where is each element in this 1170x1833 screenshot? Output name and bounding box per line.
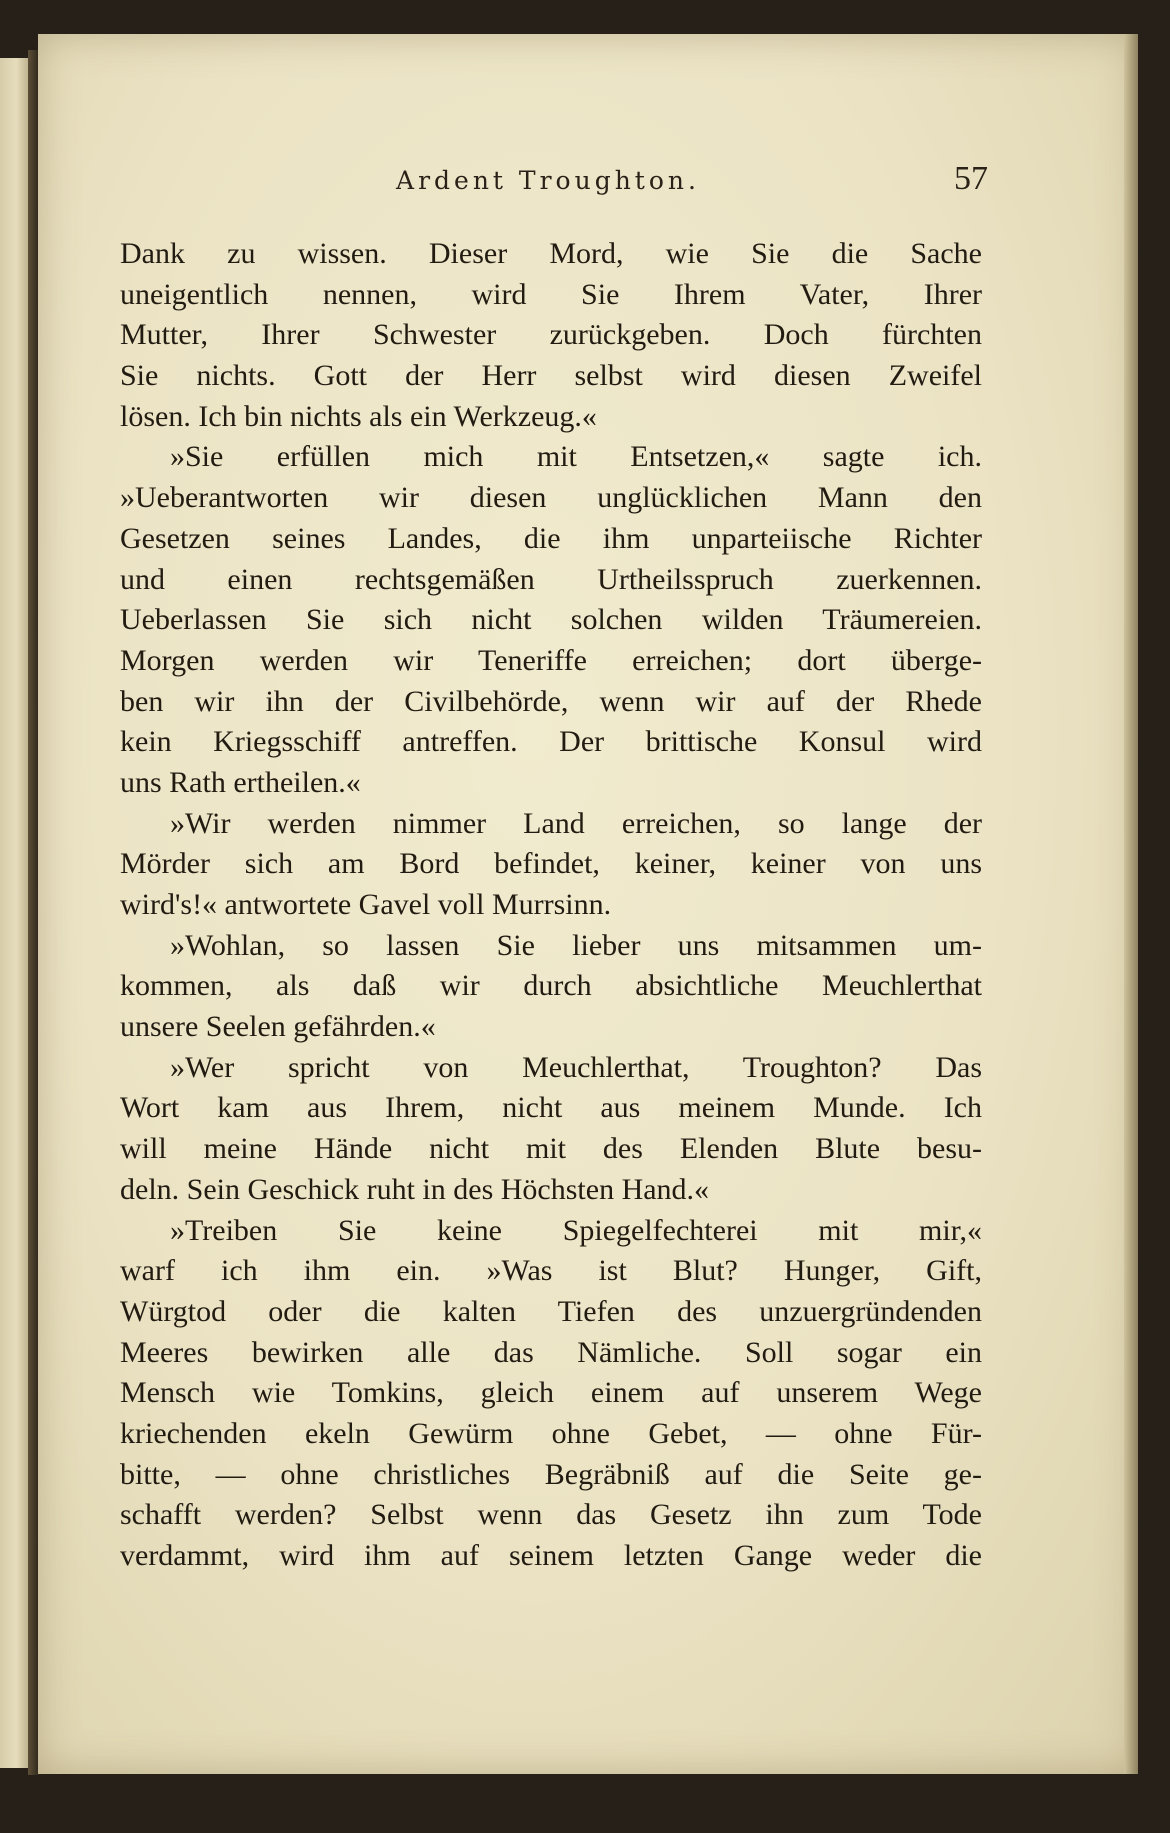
text-line: uns Rath ertheilen.« bbox=[120, 765, 361, 799]
text-line: »Wir werden nimmer Land erreichen, so lange der bbox=[170, 806, 982, 840]
text-line: will meine Hände nicht mit des Elenden Blute besu- bbox=[120, 1132, 982, 1166]
text-line: kriechenden ekeln Gewürm ohne Gebet, — ohne Für- bbox=[120, 1416, 982, 1450]
text-line: ben wir ihn der Civilbehörde, wenn wir auf der Rhede bbox=[120, 684, 982, 718]
body-text bbox=[120, 234, 982, 1577]
text-line: »Ueberantworten wir diesen unglücklichen Mann den bbox=[120, 481, 982, 515]
text-line: Gesetzen seines Landes, die ihm unparteiische Richter bbox=[120, 521, 982, 555]
text-line: verdammt, wird ihm auf seinem letzten Gange weder die bbox=[120, 1539, 982, 1572]
text-line: Dank zu wissen. Dieser Mord, wie Sie die Sache bbox=[120, 237, 982, 270]
running-title: Ardent Troughton. bbox=[396, 166, 700, 195]
text-line: »Wohlan, so lassen Sie lieber uns mitsammen um- bbox=[170, 928, 982, 962]
book-page bbox=[38, 34, 1138, 1774]
text-line: deln. Sein Geschick ruht in des Höchsten Hand.« bbox=[120, 1172, 710, 1206]
text-line: Mörder sich am Bord befindet, keiner, keiner von uns bbox=[120, 847, 982, 881]
text-line: kein Kriegsschiff antreffen. Der brittische Konsul wird bbox=[120, 725, 982, 759]
previous-page-edge bbox=[0, 58, 30, 1768]
text-line: Morgen werden wir Teneriffe erreichen; dort überge- bbox=[120, 643, 982, 677]
text-line: bitte, — ohne christliches Begräbniß auf die Seite ge- bbox=[120, 1457, 982, 1491]
text-line: Sie nichts. Gott der Herr selbst wird diesen Zweifel bbox=[120, 359, 982, 393]
text-line: unsere Seelen gefährden.« bbox=[120, 1010, 436, 1044]
text-line: Meeres bewirken alle das Nämliche. Soll sogar ein bbox=[120, 1335, 982, 1369]
text-line: wird's!« antwortete Gavel voll Murrsinn. bbox=[120, 888, 612, 921]
page-edge bbox=[1124, 34, 1138, 1774]
text-line: uneigentlich nennen, wird Sie Ihrem Vater, Ihrer bbox=[120, 277, 982, 311]
text-line: lösen. Ich bin nichts als ein Werkzeug.« bbox=[120, 399, 597, 433]
text-line: »Sie erfüllen mich mit Entsetzen,« sagte ich. bbox=[170, 440, 982, 474]
text-line: warf ich ihm ein. »Was ist Blut? Hunger, Gift, bbox=[120, 1254, 982, 1288]
text-line: schafft werden? Selbst wenn das Gesetz ihn zum Tode bbox=[120, 1498, 982, 1532]
text-line: Ueberlassen Sie sich nicht solchen wilden Träumereien. bbox=[120, 603, 982, 637]
text-line: »Treiben Sie keine Spiegelfechterei mit mir,« bbox=[170, 1213, 982, 1247]
running-head bbox=[108, 156, 988, 206]
page-number: 57 bbox=[954, 160, 988, 197]
text-line: Wort kam aus Ihrem, nicht aus meinem Munde. Ich bbox=[120, 1091, 982, 1125]
text-line: Mutter, Ihrer Schwester zurückgeben. Doch fürchten bbox=[120, 318, 982, 352]
text-line: »Wer spricht von Meuchlerthat, Troughton? Das bbox=[170, 1050, 982, 1084]
text-line: kommen, als daß wir durch absichtliche Meuchlerthat bbox=[120, 969, 982, 1003]
text-line: und einen rechtsgemäßen Urtheilsspruch zuerkennen. bbox=[120, 562, 982, 596]
text-line: Mensch wie Tomkins, gleich einem auf unserem Wege bbox=[120, 1376, 982, 1410]
text-line: Würgtod oder die kalten Tiefen des unzuergründenden bbox=[120, 1294, 982, 1328]
